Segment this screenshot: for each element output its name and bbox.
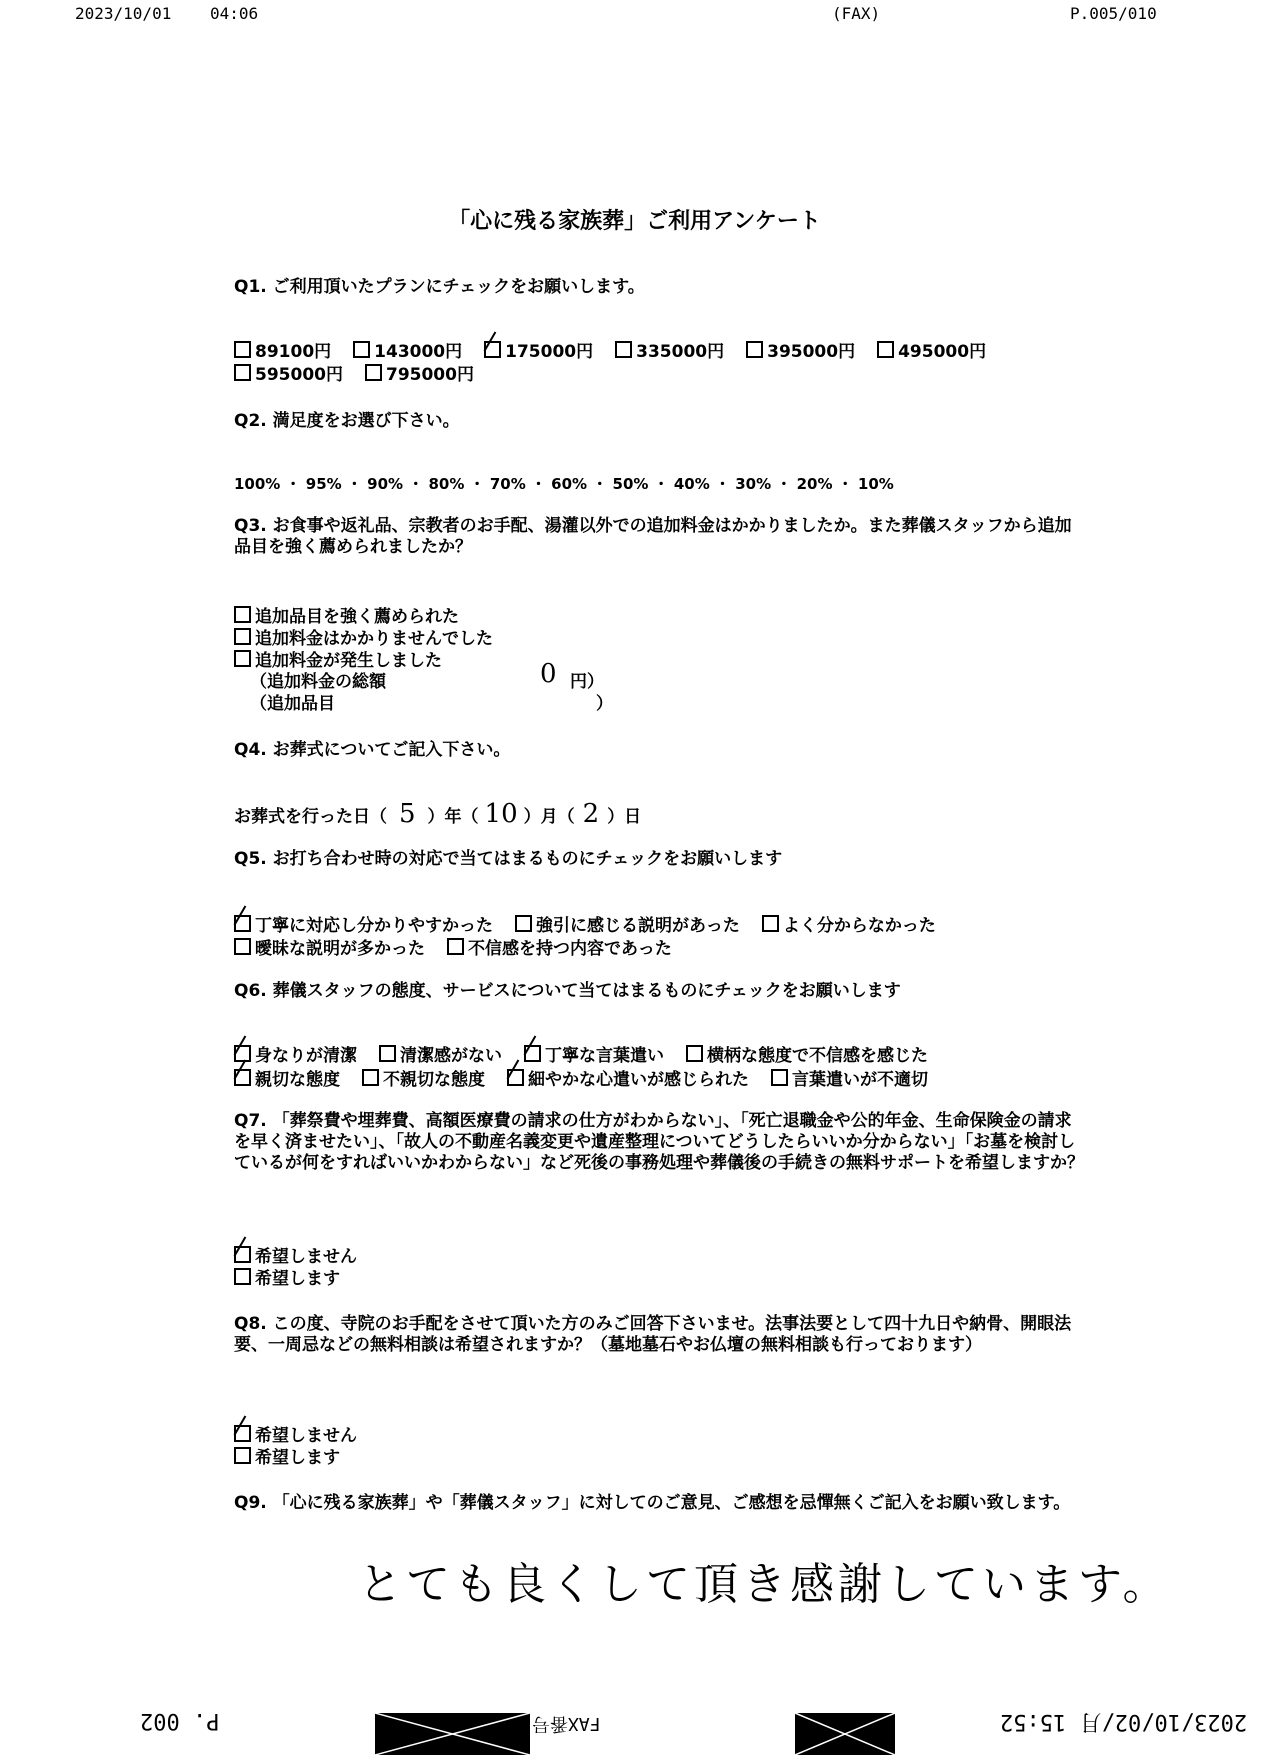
fax-header-time: 04:06 [210,4,259,23]
q6-options-row1 [234,1045,950,1067]
q3-total-value[interactable]: 0 [540,659,557,689]
option-label: 丁寧に対応し分かりやすかった [255,916,493,936]
checkbox-checked[interactable] [234,1045,251,1062]
checkbox[interactable] [877,341,894,358]
fax-footer-label: FAX番号 [532,1713,601,1734]
option-label: 335000円 [636,342,725,362]
q2-satisfaction-scale: 100% ・ 95% ・ 90% ・ 80% ・ 70% ・ 60% ・ 50% ・ 40% ・ 30% ・ 20% ・ 10% [234,475,894,493]
q4-year-value[interactable]: 5 [399,799,416,829]
option-item[interactable] [362,1070,485,1090]
checkbox[interactable] [234,1268,251,1285]
q2-question: Q2. 満足度をお選び下さい。 [234,411,460,431]
checkbox[interactable] [353,341,370,358]
redaction-cross-icon [795,1713,895,1755]
checkbox[interactable] [362,1069,379,1086]
q4-month-value[interactable]: 10 [484,799,518,829]
option-item[interactable] [234,365,343,385]
option-label: 希望します [255,1269,340,1289]
option-item[interactable] [615,342,724,362]
q3-items-row [250,693,613,715]
q6-question: Q6. 葬儀スタッフの態度、サービスについて当てはまるものにチェックをお願いします [234,981,901,1001]
option-item[interactable] [762,916,936,936]
q3-items-label: （追加品目 [250,694,335,714]
redaction-cross-icon [375,1713,530,1755]
option-label: 丁寧な言葉遣い [545,1046,664,1066]
checkbox[interactable] [762,915,779,932]
redaction-box-right [795,1713,895,1755]
q9-question: Q9. 「心に残る家族葬」や「葬儀スタッフ」に対してのご意見、ご感想を忌憚無くご記入をお願い致します。 [234,1493,1071,1513]
option-label: 追加料金が発生しました [255,651,442,671]
q1-options-row2 [234,364,496,386]
checkbox-checked[interactable] [507,1069,524,1086]
q5-options-row1 [234,915,958,937]
checkbox-checked[interactable] [234,1069,251,1086]
fax-footer-datetime: 2023/10/02/月 15:52 [1000,1709,1248,1734]
q8-question: Q8. この度、寺院のお手配をさせて頂いた方のみご回答下さいませ。法事法要として四十九日や納骨、開眼法要、一周忌などの無料相談は希望されますか？（墓地墓石やお仏壇の無料相談も行っております） [234,1314,1072,1355]
option-label: 595000円 [255,365,343,385]
checkbox[interactable] [746,341,763,358]
option-label: 89100円 [255,342,332,362]
checkbox[interactable] [234,341,251,358]
option-item[interactable] [365,365,474,385]
q7-question: Q7. 「葬祭費や埋葬費、高額医療費の請求の仕方がわからない」、「死亡退職金や公的年金、生命保険金の請求を早く済ませたい」、「故人の不動産名義変更や遺産整理についてどうしたらいいか分からない」「お墓を検討しているが何をすればいいかわからない」など死後の事務処理や葬儀後の手続きの無料サポートを希望しますか？ [234,1111,1084,1173]
option-item[interactable] [771,1070,928,1090]
q3-items-close: ） [596,694,613,714]
option-label: 不親切な態度 [383,1070,485,1090]
option-item[interactable] [234,939,425,959]
option-label: 143000円 [374,342,463,362]
option-item[interactable] [234,342,331,362]
option-item[interactable] [686,1046,928,1066]
option-item[interactable] [524,1046,664,1066]
option-label: 強引に感じる説明があった [536,916,740,936]
q4-month-suffix: ）月（ [523,807,575,827]
checkbox[interactable] [234,1447,251,1464]
option-label: 身なりが清潔 [255,1046,357,1066]
option-label: 175000円 [505,342,594,362]
option-label: 言葉遣いが不適切 [792,1070,928,1090]
survey-title: 「心に残る家族葬」ご利用アンケート [448,209,821,234]
option-label: 追加料金はかかりませんでした [255,629,493,649]
option-item[interactable] [353,342,462,362]
checkbox[interactable] [447,938,464,955]
fax-header-page: P.005/010 [1070,4,1157,23]
option-item[interactable] [234,1447,357,1469]
option-item[interactable] [379,1046,502,1066]
option-item[interactable] [234,628,493,650]
checkbox[interactable] [234,606,251,623]
option-label: 清潔感がない [400,1046,502,1066]
option-label: 曖昧な説明が多かった [255,939,425,959]
q6-options-row2 [234,1069,950,1091]
option-item[interactable] [515,916,740,936]
q8-options [234,1425,357,1469]
q5-question: Q5. お打ち合わせ時の対応で当てはまるものにチェックをお願いします [234,849,783,869]
q4-year-suffix: ）年（ [427,807,479,827]
option-label: 希望しません [255,1426,357,1446]
checkbox[interactable] [234,364,251,381]
option-item[interactable] [507,1070,749,1090]
option-label: 495000円 [898,342,987,362]
option-item[interactable] [877,342,986,362]
option-label: 795000円 [385,365,474,385]
q3-question: Q3. お食事や返礼品、宗教者のお手配、湯灌以外での追加料金はかかりましたか。また葬儀スタッフから追加品目を強く薦められましたか？ [234,516,1072,557]
checkbox[interactable] [615,341,632,358]
q4-funeral-date [234,799,642,829]
q9-handwritten-answer[interactable]: とても良くして頂き感謝しています。 [358,1559,1171,1610]
option-label: 追加品目を強く薦められた [255,607,459,627]
checkbox-checked[interactable] [524,1045,541,1062]
option-label: 不信感を持つ内容であった [468,939,672,959]
q1-options-row1 [234,341,1008,363]
option-item[interactable] [234,916,493,936]
option-label: 395000円 [767,342,856,362]
fax-footer-page: P. 002 [140,1708,220,1733]
checkbox[interactable] [234,938,251,955]
option-label: 希望します [255,1448,340,1468]
q4-question: Q4. お葬式についてご記入下さい。 [234,740,511,760]
option-item[interactable] [234,1070,340,1090]
checkbox[interactable] [515,915,532,932]
q4-date-prefix: お葬式を行った日（ [234,807,387,827]
option-item[interactable] [234,606,493,628]
q3-total-label: （追加料金の総額 [250,672,386,692]
redaction-box-left [375,1713,530,1755]
option-item[interactable] [746,342,855,362]
checkbox-checked[interactable] [234,1246,251,1263]
option-item[interactable] [234,650,493,672]
q1-question: Q1. ご利用頂いたプランにチェックをお願いします。 [234,277,645,297]
q5-options-row2 [234,938,694,960]
q3-total-unit: 円） [570,672,604,692]
option-label: 希望しません [255,1247,357,1267]
checkbox[interactable] [234,650,251,667]
checkbox[interactable] [771,1069,788,1086]
q4-day-suffix: ）日 [607,807,642,827]
checkbox[interactable] [686,1045,703,1062]
option-item[interactable] [447,939,672,959]
option-item[interactable] [234,1046,357,1066]
option-label: 細やかな心遣いが感じられた [528,1070,749,1090]
fax-header-label: (FAX) [832,4,881,23]
option-item[interactable] [234,1268,357,1290]
option-label: 横柄な態度で不信感を感じた [707,1046,928,1066]
option-label: 親切な態度 [255,1070,340,1090]
q3-options [234,606,493,672]
option-item[interactable] [234,1246,357,1268]
checkbox-checked[interactable] [484,341,501,358]
option-item[interactable] [234,1425,357,1447]
checkbox-checked[interactable] [234,1425,251,1442]
checkbox[interactable] [365,364,382,381]
checkbox[interactable] [234,628,251,645]
checkbox[interactable] [379,1045,396,1062]
option-label: よく分からなかった [782,916,936,936]
option-item[interactable] [484,342,593,362]
q7-options [234,1246,357,1290]
q4-day-value[interactable]: 2 [582,799,600,829]
checkbox-checked[interactable] [234,915,251,932]
fax-header-date: 2023/10/01 [75,4,172,23]
